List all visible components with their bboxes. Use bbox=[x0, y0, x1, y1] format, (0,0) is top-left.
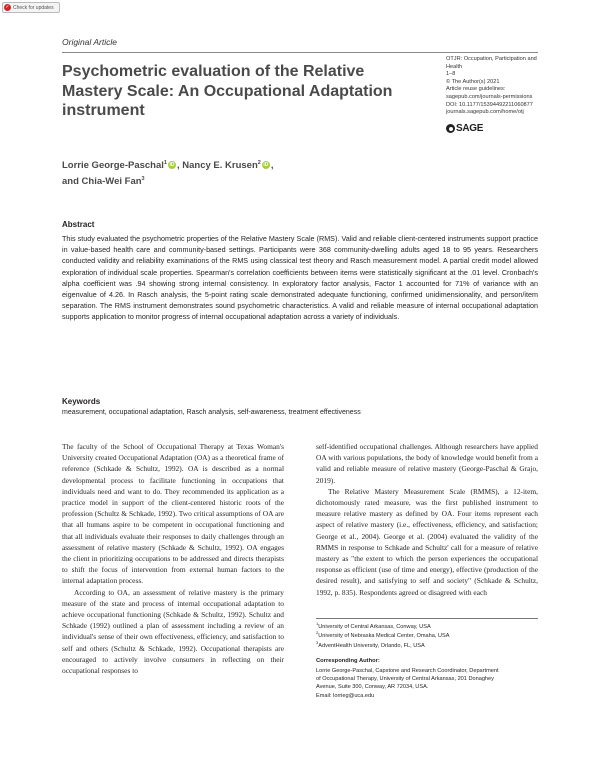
affiliation-text: AdventHealth University, Orlando, FL, USA bbox=[318, 642, 425, 649]
author-affiliation-number: 1 bbox=[163, 159, 167, 166]
journal-info-line: OTJR: Occupation, Participation and bbox=[446, 56, 537, 62]
corresponding-author-details bbox=[316, 667, 538, 700]
check-updates-icon: ✓ bbox=[5, 4, 10, 10]
abstract-text: This study evaluated the psychometric properties of the Relative Mastery Scale (RMS). Valid and reliable client-centered instruments support practice in value-based health care and community-based settings. Participants were 368 community-dwelling adults aged 18 to 95 years. Researchers conducted validity and reliability examinations of the RMS using classical test theory and Rasch measurement model. A partial credit model allowed exploration of individual scale properties. Spearman's correlation coefficients between items were statistically significant at the .01 level. Cronbach's alpha coefficient was .94 showing strong internal consistency. In exploratory factor analysis, Factor 1 accounted for 71% of variance with an eigenvalue of 4.26. In Rasch analysis, the 5-point rating scale demonstrated adequate functioning, confirmed unidimensionality, and person/item separation. The RMS instrument demonstrates sound psychometric characteristics. A valid and reliable measure of internal occupational adaptation supports application to monitor progress of internal occupational adaptation across a variety of individuals. bbox=[62, 234, 538, 322]
author-affiliation-number: 3 bbox=[141, 175, 145, 182]
author-separator: , bbox=[176, 160, 183, 171]
affiliation-list bbox=[316, 623, 538, 651]
body-paragraph: The faculty of the School of Occupational Therapy at Texas Woman's University created Occupational Adaptation (OA) as a theoretical frame of reference (Schkade & Schultz, 1992). OA is described as a normal developmental process to facilitate functioning in occupations that individuals need and want to do. They recommended its application as a practice model in support of the client-centered historic roots of the profession (Schultz & Schkade, 1992). Two critical assumptions of OA are that all humans aspire to be competent in occupational functioning and that all individuals evaluate their responses to daily challenges through an assessment of relative mastery (Schkade & Schultz, 1992). OA engages the client in prioritizing occupations to be addressed and directs therapists to shift the focus of intervention from external human factors to the internal adaptation process. bbox=[62, 442, 284, 586]
body-column-left bbox=[62, 441, 284, 676]
sage-logo bbox=[446, 123, 496, 134]
author-separator: , bbox=[270, 160, 274, 171]
journal-info-line: Health bbox=[446, 63, 463, 70]
journal-info-link[interactable]: journals.sagepub.com/home/otj bbox=[446, 109, 524, 116]
check-for-updates-badge[interactable] bbox=[2, 2, 60, 13]
article-type: Original Article bbox=[62, 37, 117, 47]
journal-info-line: Article reuse guidelines: bbox=[446, 86, 506, 93]
affiliation-text: University of Nebraska Medical Center, Omaha, USA bbox=[318, 633, 450, 640]
author-affiliation-number: 2 bbox=[257, 159, 261, 166]
footnote-rule bbox=[316, 618, 538, 619]
author-name: Lorrie George-Paschal bbox=[62, 160, 164, 171]
orcid-icon[interactable]: iD bbox=[263, 162, 269, 169]
abstract-heading: Abstract bbox=[62, 220, 95, 229]
affiliation-item bbox=[316, 623, 538, 632]
journal-info-line: 1–8 bbox=[446, 71, 456, 78]
sage-logo-icon bbox=[446, 124, 455, 133]
corresponding-line: Avenue, Suite 300, Conway, AR 72034, USA. bbox=[316, 684, 429, 691]
body-paragraph: According to OA, an assessment of relative mastery is the primary measure of the state and process of internal occupational adaptation to achieve occupational functioning (Schkade & Schultz, 1992). Schultz and Schkade (1992) outlined a plan of assessment including a review of an individual's sense of their own effectiveness, efficiency, and satisfaction to self and others (Schultz & Schkade, 1992). Occupational therapists are encouraged to actively involve consumers in reflecting on their occupational responses to bbox=[62, 587, 284, 676]
article-title: Psychometric evaluation of the Relative Mastery Scale: An Occupational Adaptation instrument bbox=[62, 63, 393, 119]
corresponding-email[interactable]: Email: lorrieg@uca.edu bbox=[316, 692, 375, 699]
check-updates-label: Check for updates bbox=[13, 4, 54, 11]
affiliation-number: 3 bbox=[316, 639, 319, 645]
corresponding-line: of Occupational Therapy, University of Central Arkansas, 201 Donaghey bbox=[316, 676, 494, 683]
journal-info bbox=[446, 56, 556, 117]
affiliation-number: 1 bbox=[316, 621, 319, 627]
affiliation-number: 2 bbox=[316, 630, 319, 636]
body-paragraph: self-identified occupational challenges. Although researchers have applied OA with various populations, the body of knowledge would benefit from a valid and reliable measure of relative mastery (George-Paschal & Grajo, 2019). bbox=[316, 442, 538, 485]
affiliation-text: University of Central Arkansas, Conway, USA bbox=[318, 624, 431, 630]
corresponding-line: Lorrie George-Paschal, Capstone and Research Coordinator, Department bbox=[316, 668, 499, 674]
body-paragraph: The Relative Mastery Measurement Scale (RMMS), a 12-item, dichotomously rated measure, was the first published instrument to measure relative mastery as defined by OA. Four items represent each aspect of relative mastery (i.e., effectiveness, efficiency, and satisfaction; George et al., 2004). George et al. (2004) evaluated the validity of the RMMS in response to Schkade and Schultz' call for a measure of relative mastery as "the extent to which the person experiences the occupational response as efficient (use of time and energy), effective (production of the desired result), and satisfying to self and society" (Schkade & Schultz, 1992, p. 835). Respondents agreed or disagreed with each bbox=[316, 486, 538, 597]
affiliation-item bbox=[316, 639, 538, 651]
affiliation-item bbox=[316, 632, 538, 641]
header-rule bbox=[62, 52, 538, 53]
author-name: and Chia-Wei Fan bbox=[62, 176, 142, 187]
keywords-heading: Keywords bbox=[62, 397, 101, 406]
corresponding-author-heading: Corresponding Author: bbox=[316, 658, 380, 664]
author-list bbox=[62, 158, 362, 190]
journal-info-link[interactable]: sagepub.com/journals-permissions bbox=[446, 93, 533, 100]
journal-info-line: © The Author(s) 2021 bbox=[446, 78, 500, 85]
orcid-icon[interactable]: iD bbox=[169, 162, 175, 169]
sage-logo-text: SAGE bbox=[456, 123, 484, 134]
author-name: Nancy E. Krusen bbox=[182, 160, 258, 171]
body-column-right bbox=[316, 441, 538, 598]
keywords-text: measurement, occupational adaptation, Rasch analysis, self-awareness, treatment effectiveness bbox=[62, 409, 361, 416]
journal-info-doi[interactable]: DOI: 10.1177/15394492211060877 bbox=[446, 101, 533, 108]
